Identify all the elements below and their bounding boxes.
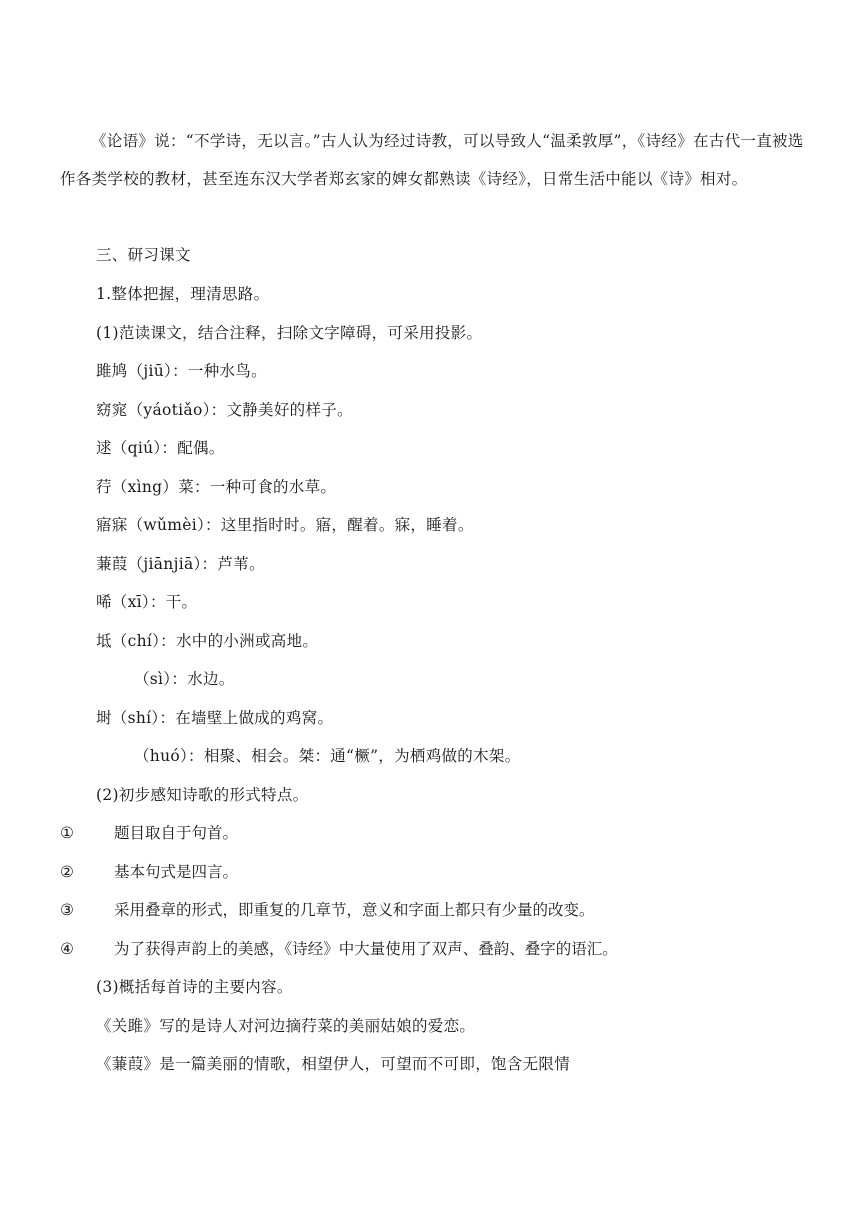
feature-item — [60, 898, 595, 922]
sub-heading-2: (2)初步感知诗歌的形式特点。 — [96, 786, 309, 804]
summary-item: 《关雎》写的是诗人对河边摘荇菜的美丽姑娘的爱恋。 — [96, 1017, 476, 1035]
vocab-item: 唏（xī）：干。 — [96, 593, 198, 611]
vocab-item: 窈窕（yáotiǎo）：文静美好的样子。 — [96, 401, 353, 419]
intro-paragraph: 《论语》说：“不学诗，无以言。”古人认为经过诗教，可以导致人“温柔敦厚”，《诗经》在古代一直被选作各类学校的教材，甚至连东汉大学者郑玄家的婢女都熟读《诗经》，日常生活中能以《诗》相对。 — [60, 132, 804, 188]
vocab-item: 荇（xìng）菜：一种可食的水草。 — [96, 478, 337, 496]
vocab-item: 寤寐（wǔmèi）：这里指时时。寤，醒着。寐，睡着。 — [96, 516, 474, 534]
feature-item — [60, 937, 618, 961]
feature-text: 基本句式是四言。 — [114, 863, 239, 881]
feature-item — [60, 860, 238, 884]
feature-number: ④ — [60, 940, 74, 958]
vocab-item: （huó）：相聚、相会。桀：通“橛”，为栖鸡做的木架。 — [134, 747, 521, 765]
sub-heading-3: (3)概括每首诗的主要内容。 — [96, 978, 293, 996]
feature-text: 题目取自于句首。 — [114, 824, 239, 842]
feature-number: ① — [60, 824, 74, 842]
feature-number: ② — [60, 863, 74, 881]
feature-text: 为了获得声韵上的美感，《诗经》中大量使用了双声、叠韵、叠字的语汇。 — [114, 940, 618, 958]
feature-text: 采用叠章的形式，即重复的几章节，意义和字面上都只有少量的改变。 — [114, 901, 595, 919]
vocab-item: （sì）：水边。 — [134, 670, 235, 688]
step-heading: 1.整体把握，理清思路。 — [96, 285, 270, 303]
feature-number: ③ — [60, 901, 74, 919]
vocab-item: 坻（chí）：水中的小洲或高地。 — [96, 632, 319, 650]
vocab-item: 雎鸠（jiū）：一种水鸟。 — [96, 362, 267, 380]
vocab-item: 埘（shí）：在墙壁上做成的鸡窝。 — [96, 709, 334, 727]
feature-item — [60, 821, 238, 845]
summary-item: 《蒹葭》是一篇美丽的情歌，相望伊人，可望而不可即，饱含无限情 — [96, 1055, 571, 1073]
vocab-item: 逑（qiú）：配偶。 — [96, 439, 225, 457]
sub-heading-1: (1)范读课文，结合注释，扫除文字障碍，可采用投影。 — [96, 324, 483, 342]
section-heading: 三、研习课文 — [96, 246, 191, 264]
vocab-item: 蒹葭（jiānjiā）：芦苇。 — [96, 555, 265, 573]
